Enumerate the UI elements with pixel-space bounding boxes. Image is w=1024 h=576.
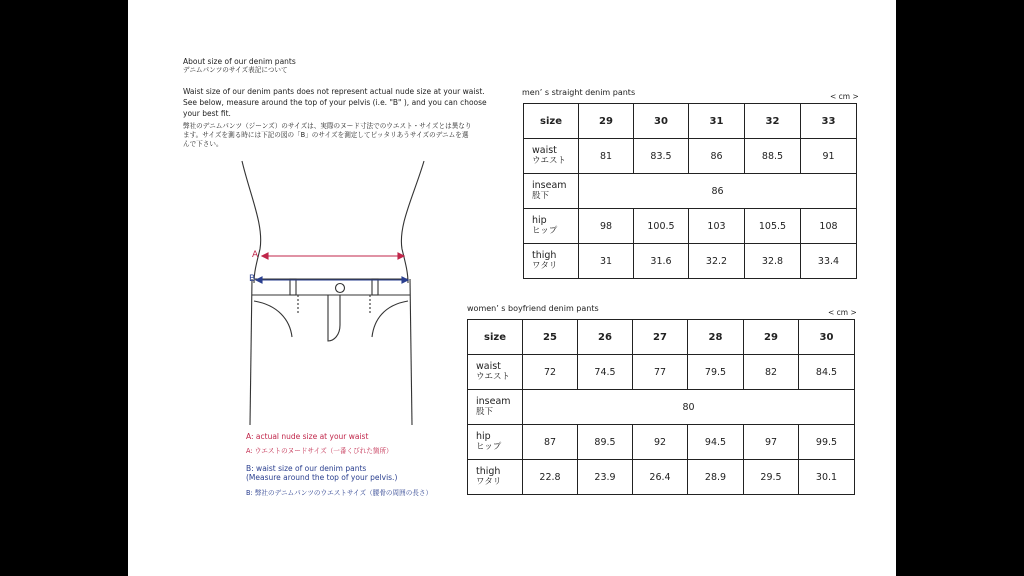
value-cell: 74.5 (578, 355, 633, 390)
value-cell: 80 (523, 390, 855, 425)
size-cell: 30 (634, 104, 689, 139)
row-header-inseam: inseam 股下 (468, 390, 523, 425)
size-cell: 27 (633, 320, 688, 355)
torso-right-outline (401, 161, 424, 283)
table-row (468, 355, 855, 390)
value-cell: 79.5 (688, 355, 744, 390)
row-header-thigh: thigh ワタリ (524, 244, 579, 279)
table-row (468, 320, 855, 355)
intro-title: About size of our denim pants (183, 57, 296, 66)
value-cell: 33.4 (801, 244, 857, 279)
row-header-thigh: thigh ワタリ (468, 460, 523, 495)
intro-para-line-1: Waist size of our denim pants does not represent actual nude size at your waist. (183, 87, 485, 96)
value-cell: 105.5 (745, 209, 801, 244)
measure-line-b (256, 277, 408, 283)
diagram-label-a: A (252, 250, 259, 260)
value-cell: 89.5 (578, 425, 633, 460)
women-table-unit: < cm > (828, 308, 857, 317)
size-cell: 33 (801, 104, 857, 139)
row-header-waist: waist ウエスト (468, 355, 523, 390)
row-header-hip: hip ヒップ (524, 209, 579, 244)
pants-diagram (228, 155, 448, 430)
size-cell: 29 (579, 104, 634, 139)
value-cell: 84.5 (799, 355, 855, 390)
size-cell: 29 (744, 320, 799, 355)
table-row (524, 104, 857, 139)
intro-para-line-2: See below, measure around the top of your pelvis (i.e. "B" ), and you can choose (183, 98, 487, 107)
value-cell: 31.6 (634, 244, 689, 279)
size-cell: 28 (688, 320, 744, 355)
table-row (468, 460, 855, 495)
pants-right-outline (410, 279, 412, 425)
legend-b-en-line-1: B: waist size of our denim pants (246, 464, 367, 473)
table-row (524, 244, 857, 279)
legend-b-en-line-2: (Measure around the top of your pelvis.) (246, 473, 398, 482)
value-cell: 32.2 (689, 244, 745, 279)
row-header-hip: hip ヒップ (468, 425, 523, 460)
value-cell: 88.5 (745, 139, 801, 174)
table-row (468, 390, 855, 425)
value-cell: 26.4 (633, 460, 688, 495)
value-cell: 94.5 (688, 425, 744, 460)
value-cell: 86 (689, 139, 745, 174)
size-header: size (524, 104, 579, 139)
value-cell: 92 (633, 425, 688, 460)
table-row (524, 174, 857, 209)
value-cell: 87 (523, 425, 578, 460)
value-cell: 86 (579, 174, 857, 209)
torso-left-outline (242, 161, 261, 283)
size-cell: 25 (523, 320, 578, 355)
intro-para-jp-line-2: ます。サイズを測る時には下記の図の「B」のサイズを測定してピッタリあうサイズのデニムを選 (183, 131, 469, 139)
table-row (524, 139, 857, 174)
men-table-unit: < cm > (830, 92, 859, 101)
size-guide-page (128, 0, 896, 576)
women-size-table (467, 319, 855, 495)
value-cell: 22.8 (523, 460, 578, 495)
value-cell: 77 (633, 355, 688, 390)
value-cell: 98 (579, 209, 634, 244)
row-header-inseam: inseam 股下 (524, 174, 579, 209)
value-cell: 30.1 (799, 460, 855, 495)
intro-para-jp-line-3: んで下さい。 (183, 140, 223, 148)
size-cell: 30 (799, 320, 855, 355)
size-header: size (468, 320, 523, 355)
value-cell: 32.8 (745, 244, 801, 279)
value-cell: 97 (744, 425, 799, 460)
value-cell: 108 (801, 209, 857, 244)
intro-para-line-3: your best fit. (183, 109, 231, 118)
measure-line-a (262, 253, 404, 259)
value-cell: 23.9 (578, 460, 633, 495)
legend-a-en: A: actual nude size at your waist (246, 432, 369, 441)
value-cell: 82 (744, 355, 799, 390)
table-row (468, 425, 855, 460)
value-cell: 29.5 (744, 460, 799, 495)
value-cell: 72 (523, 355, 578, 390)
button-icon (336, 284, 345, 293)
value-cell: 100.5 (634, 209, 689, 244)
intro-title-jp: デニムパンツのサイズ表記について (183, 66, 288, 74)
men-size-table (523, 103, 857, 279)
pants-left-outline (250, 279, 252, 425)
value-cell: 31 (579, 244, 634, 279)
diagram-label-b: B (249, 274, 256, 284)
size-cell: 26 (578, 320, 633, 355)
value-cell: 81 (579, 139, 634, 174)
size-cell: 32 (745, 104, 801, 139)
value-cell: 99.5 (799, 425, 855, 460)
legend-a-jp: A: ウエストのヌードサイズ（一番くびれた箇所） (246, 447, 393, 455)
size-cell: 31 (689, 104, 745, 139)
value-cell: 83.5 (634, 139, 689, 174)
row-header-waist: waist ウエスト (524, 139, 579, 174)
value-cell: 91 (801, 139, 857, 174)
value-cell: 103 (689, 209, 745, 244)
legend-b-jp: B: 弊社のデニムパンツのウエストサイズ（腰骨の周囲の長さ） (246, 489, 433, 497)
men-table-caption: men’ s straight denim pants (522, 88, 636, 97)
women-table-caption: women’ s boyfriend denim pants (467, 304, 599, 313)
table-row (524, 209, 857, 244)
value-cell: 28.9 (688, 460, 744, 495)
intro-para-jp-line-1: 弊社のデニムパンツ（ジーンズ）のサイズは、実際のヌード寸法でのウエスト・サイズとは異なり (183, 122, 472, 130)
